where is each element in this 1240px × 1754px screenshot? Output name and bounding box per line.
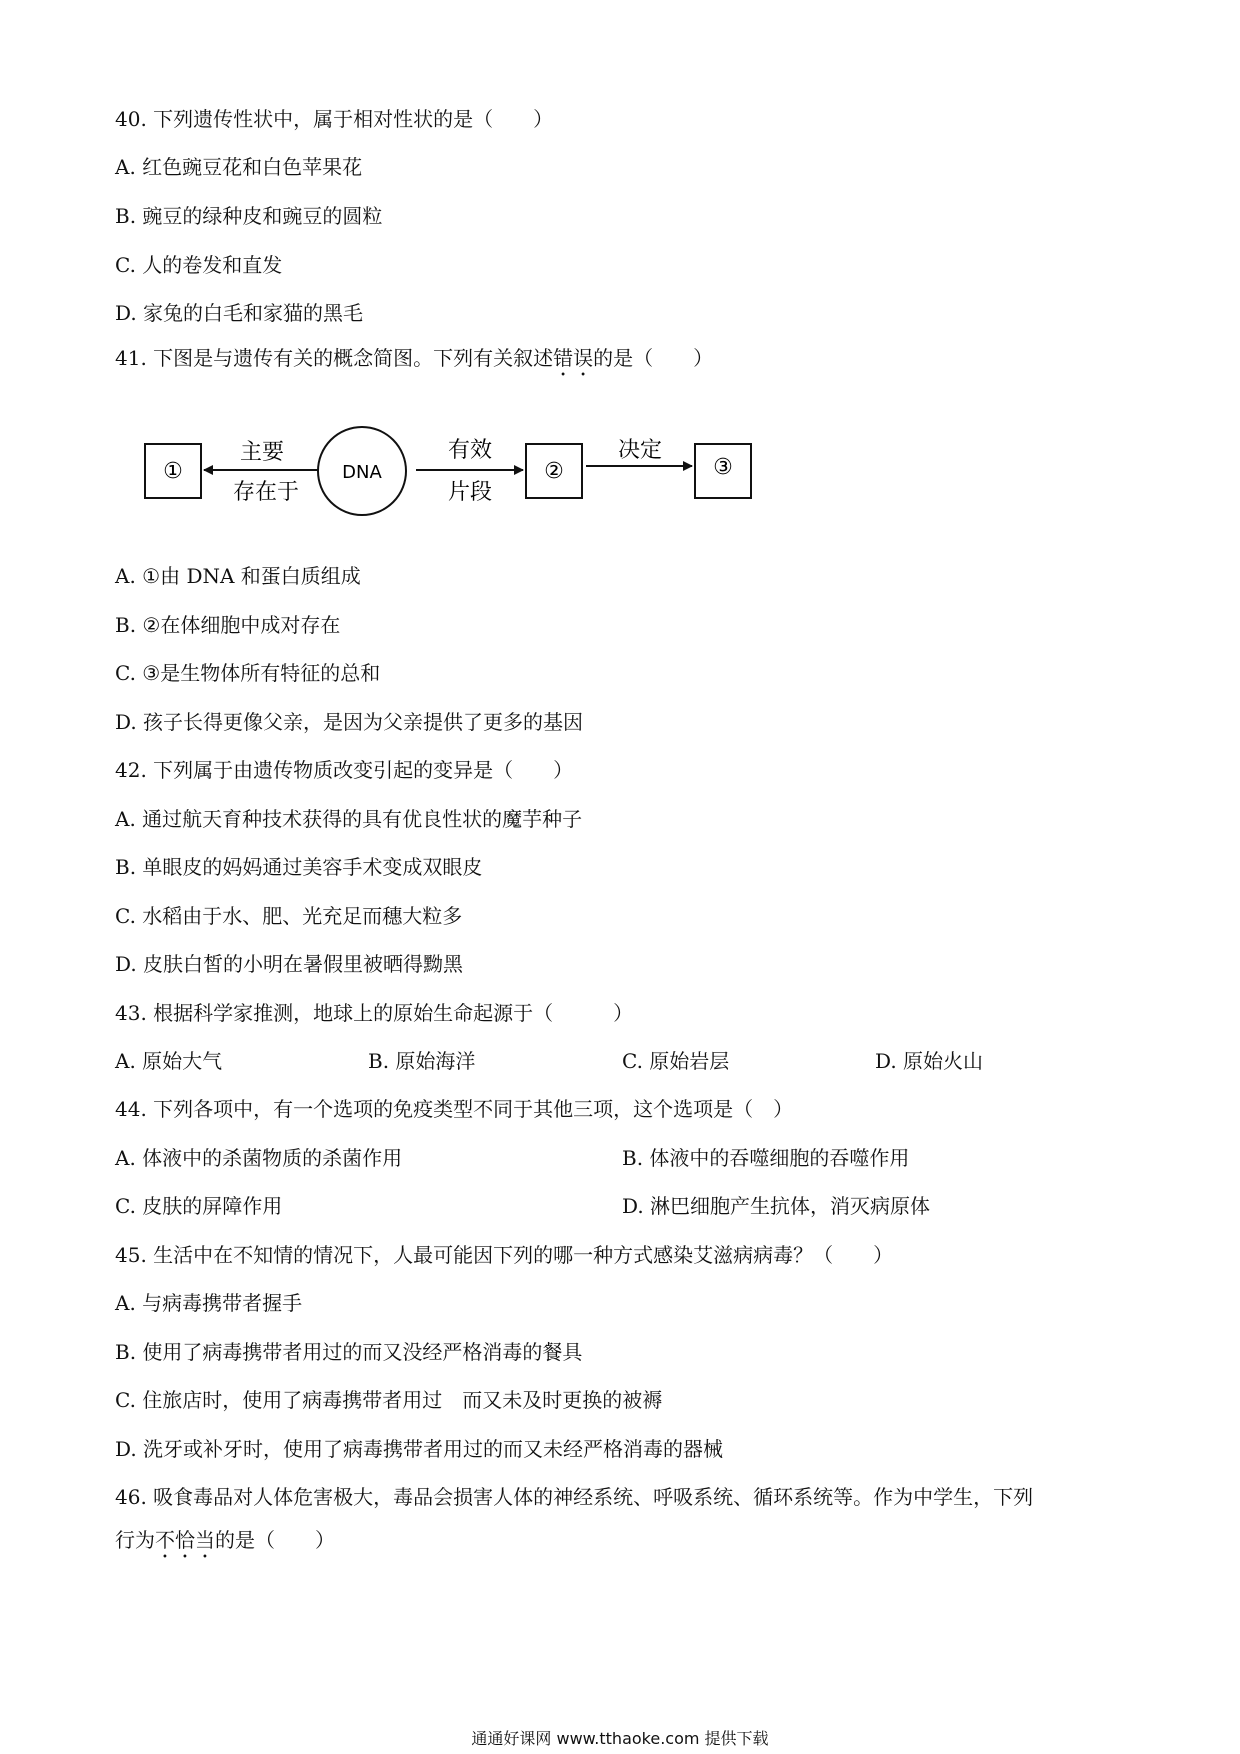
arrow1-bottom-label: 存在于 xyxy=(232,480,300,505)
q45-option-a: A. 与病毒携带者握手 xyxy=(115,1291,303,1315)
q45-option-c: C. 住旅店时，使用了病毒携带者用过 而又未及时更换的被褥 xyxy=(115,1388,663,1412)
arrow3-top-label: 决定 xyxy=(617,438,663,463)
q43-option-d: D. 原始火山 xyxy=(875,1049,984,1073)
q41-option-b: B. ②在体细胞中成对存在 xyxy=(115,613,341,637)
q41-stem xyxy=(115,345,713,381)
q43-option-b: B. 原始海洋 xyxy=(368,1049,476,1073)
q42-option-b: B. 单眼皮的妈妈通过美容手术变成双眼皮 xyxy=(115,855,483,879)
q42-stem: 42. 下列属于由遗传物质改变引起的变异是（ ） xyxy=(115,758,574,782)
q40-option-a: A. 红色豌豆花和白色苹果花 xyxy=(115,155,363,179)
q40-option-d: D. 家兔的白毛和家猫的黑毛 xyxy=(115,301,364,325)
q40-option-b: B. 豌豆的绿种皮和豌豆的圆粒 xyxy=(115,204,383,228)
box-1-label: ① xyxy=(163,459,183,484)
q46-stem-line2-after: 的是（ ） xyxy=(215,1528,335,1552)
q46-stem-line1: 46. 吸食毒品对人体危害极大，毒品会损害人体的神经系统、呼吸系统、循环系统等。作为中学生，下列 xyxy=(115,1485,1034,1509)
q42-option-c: C. 水稻由于水、肥、光充足而穗大粒多 xyxy=(115,904,463,928)
q41-option-d: D. 孩子长得更像父亲，是因为父亲提供了更多的基因 xyxy=(115,710,584,734)
q44-stem: 44. 下列各项中，有一个选项的免疫类型不同于其他三项，这个选项是（ ） xyxy=(115,1097,794,1121)
q43-option-a: A. 原始大气 xyxy=(115,1049,223,1073)
page-footer: 通通好课网 www.tthaoke.com 提供下载 xyxy=(471,1729,769,1748)
q45-stem: 45. 生活中在不知情的情况下，人最可能因下列的哪一种方式感染艾滋病病毒？（ ） xyxy=(115,1243,894,1267)
q43-stem: 43. 根据科学家推测，地球上的原始生命起源于（ ） xyxy=(115,1001,634,1025)
q45-option-d: D. 洗牙或补牙时，使用了病毒携带者用过的而又未经严格消毒的器械 xyxy=(115,1437,724,1461)
q44-option-d: D. 淋巴细胞产生抗体，消灭病原体 xyxy=(622,1194,931,1218)
q41-option-c: C. ③是生物体所有特征的总和 xyxy=(115,661,381,685)
dna-label: DNA xyxy=(342,462,382,483)
q42-option-a: A. 通过航天育种技术获得的具有优良性状的魔芋种子 xyxy=(115,807,583,831)
q41-stem-after: 的是（ ） xyxy=(593,346,714,370)
q40-stem: 40. 下列遗传性状中，属于相对性状的是（ ） xyxy=(115,107,554,131)
q46-stem-line2-before: 行为 xyxy=(115,1528,155,1552)
box-2-label: ② xyxy=(544,459,564,484)
q46-stem-line2 xyxy=(115,1527,335,1563)
q46-stem-emphasis: 不恰当 xyxy=(155,1528,215,1552)
q40-option-c: C. 人的卷发和直发 xyxy=(115,253,283,277)
q42-option-d: D. 皮肤白皙的小明在暑假里被晒得黝黑 xyxy=(115,952,464,976)
arrow2-bottom-label: 片段 xyxy=(447,480,493,505)
genetics-concept-diagram xyxy=(140,420,780,520)
q41-stem-emphasis: 错误 xyxy=(553,346,594,370)
q41-stem-before: 41. 下图是与遗传有关的概念简图。下列有关叙述 xyxy=(115,346,554,370)
q43-option-c: C. 原始岩层 xyxy=(622,1049,730,1073)
arrow2-top-label: 有效 xyxy=(447,438,493,463)
q44-option-b: B. 体液中的吞噬细胞的吞噬作用 xyxy=(622,1146,910,1170)
arrow1-top-label: 主要 xyxy=(239,440,285,465)
box-3-label: ③ xyxy=(713,455,733,480)
q44-option-a: A. 体液中的杀菌物质的杀菌作用 xyxy=(115,1146,403,1170)
q41-option-a: A. ①由 DNA 和蛋白质组成 xyxy=(115,564,361,588)
q44-option-c: C. 皮肤的屏障作用 xyxy=(115,1194,283,1218)
q45-option-b: B. 使用了病毒携带者用过的而又没经严格消毒的餐具 xyxy=(115,1340,583,1364)
